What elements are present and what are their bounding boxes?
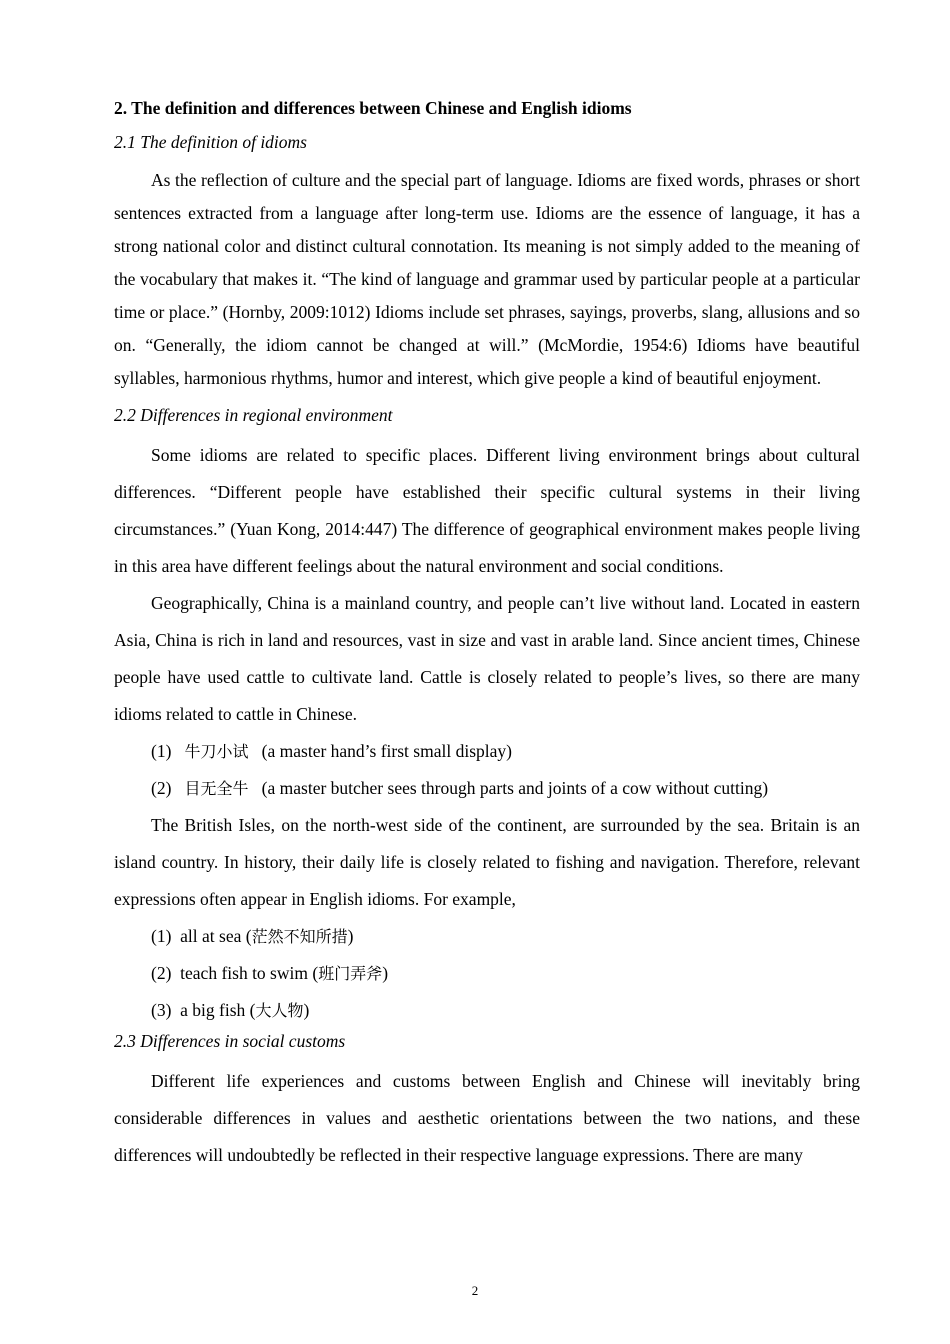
list-number: (2) [151,963,172,983]
list-number: (1) [151,741,172,761]
chinese-translation: 大人物 [255,1001,304,1020]
list-item [114,770,860,807]
english-idiom: teach fish to swim [180,963,308,983]
english-idiom: all at sea [180,926,242,946]
list-number: (3) [151,1000,172,1020]
chinese-translation: 茫然不知所措 [251,927,348,946]
document-body [114,96,860,1174]
idiom-gloss: (a master hand’s first small display) [261,741,512,761]
list-item: (3) a big fish (大人物) [151,1000,310,1020]
list-number: (1) [151,926,172,946]
english-idiom: a big fish [180,1000,246,1020]
definition-paragraph: As the reflection of culture and the special part of language. Idioms are fixed words, phrases or short sentences extracted from a language after long-term use. Idioms are the essence of language, it has a strong national color and distinct cultural connotation. Its meaning is not simply added to the meaning of the vocabulary that makes it. “The kind of language and grammar used by particular people at a particular time or place.” (Hornby, 2009:1012) Idioms include set phrases, sayings, proverbs, slang, allusions and so on. “Generally, the idiom cannot be changed at will.” (McMordie, 1954:6) Idioms have beautiful syllables, harmonious rhythms, humor and interest, which give people a kind of beautiful enjoyment. [114,170,860,388]
idiom-gloss: (a master butcher sees through parts and joints of a cow without cutting) [261,778,769,798]
section-2-2-heading: 2.2 Differences in regional environment [114,405,393,425]
section-2-3-heading: 2.3 Differences in social customs [114,1031,346,1051]
list-item: (1) all at sea (茫然不知所措) [151,926,354,946]
page-number: 2 [471,1283,479,1298]
customs-paragraph: Different life experiences and customs between English and Chinese will inevitably bring considerable differences in values and aesthetic orientations between the two nations, and these differences will undoubtedly be reflected in their respective language expressions. There are many [114,1071,860,1165]
section-2-heading: 2. The definition and differences between Chinese and English idioms [114,98,632,118]
regional-paragraph-2: Geographically, China is a mainland country, and people can’t live without land. Located in eastern Asia, China is rich in land and resources, vast in size and vast in arable land. Since ancient times, Chinese people have used cattle to cultivate land. Cattle is closely related to people’s lives, so there are many idioms related to cattle in Chinese. [114,593,860,724]
list-item [114,733,860,770]
section-2-1-heading: 2.1 The definition of idioms [114,132,307,152]
chinese-translation: 班门弄斧 [318,964,383,983]
list-number: (2) [151,778,172,798]
chinese-idiom: 目无全牛 [184,779,249,798]
chinese-idiom: 牛刀小试 [184,742,249,761]
regional-paragraph-3: The British Isles, on the north-west side of the continent, are surrounded by the sea. Britain is an island country. In history, their daily life is closely related to fishing and navigation. Therefore, relevant expressions often appear in English idioms. For example, [114,815,860,909]
list-item: (2) teach fish to swim (班门弄斧) [151,963,389,983]
regional-paragraph-1: Some idioms are related to specific places. Different living environment brings about cultural differences. “Different people have established their specific cultural systems in their living circumstances.” (Yuan Kong, 2014:447) The difference of geographical environment makes people living in this area have different feelings about the natural environment and social conditions. [114,445,860,576]
